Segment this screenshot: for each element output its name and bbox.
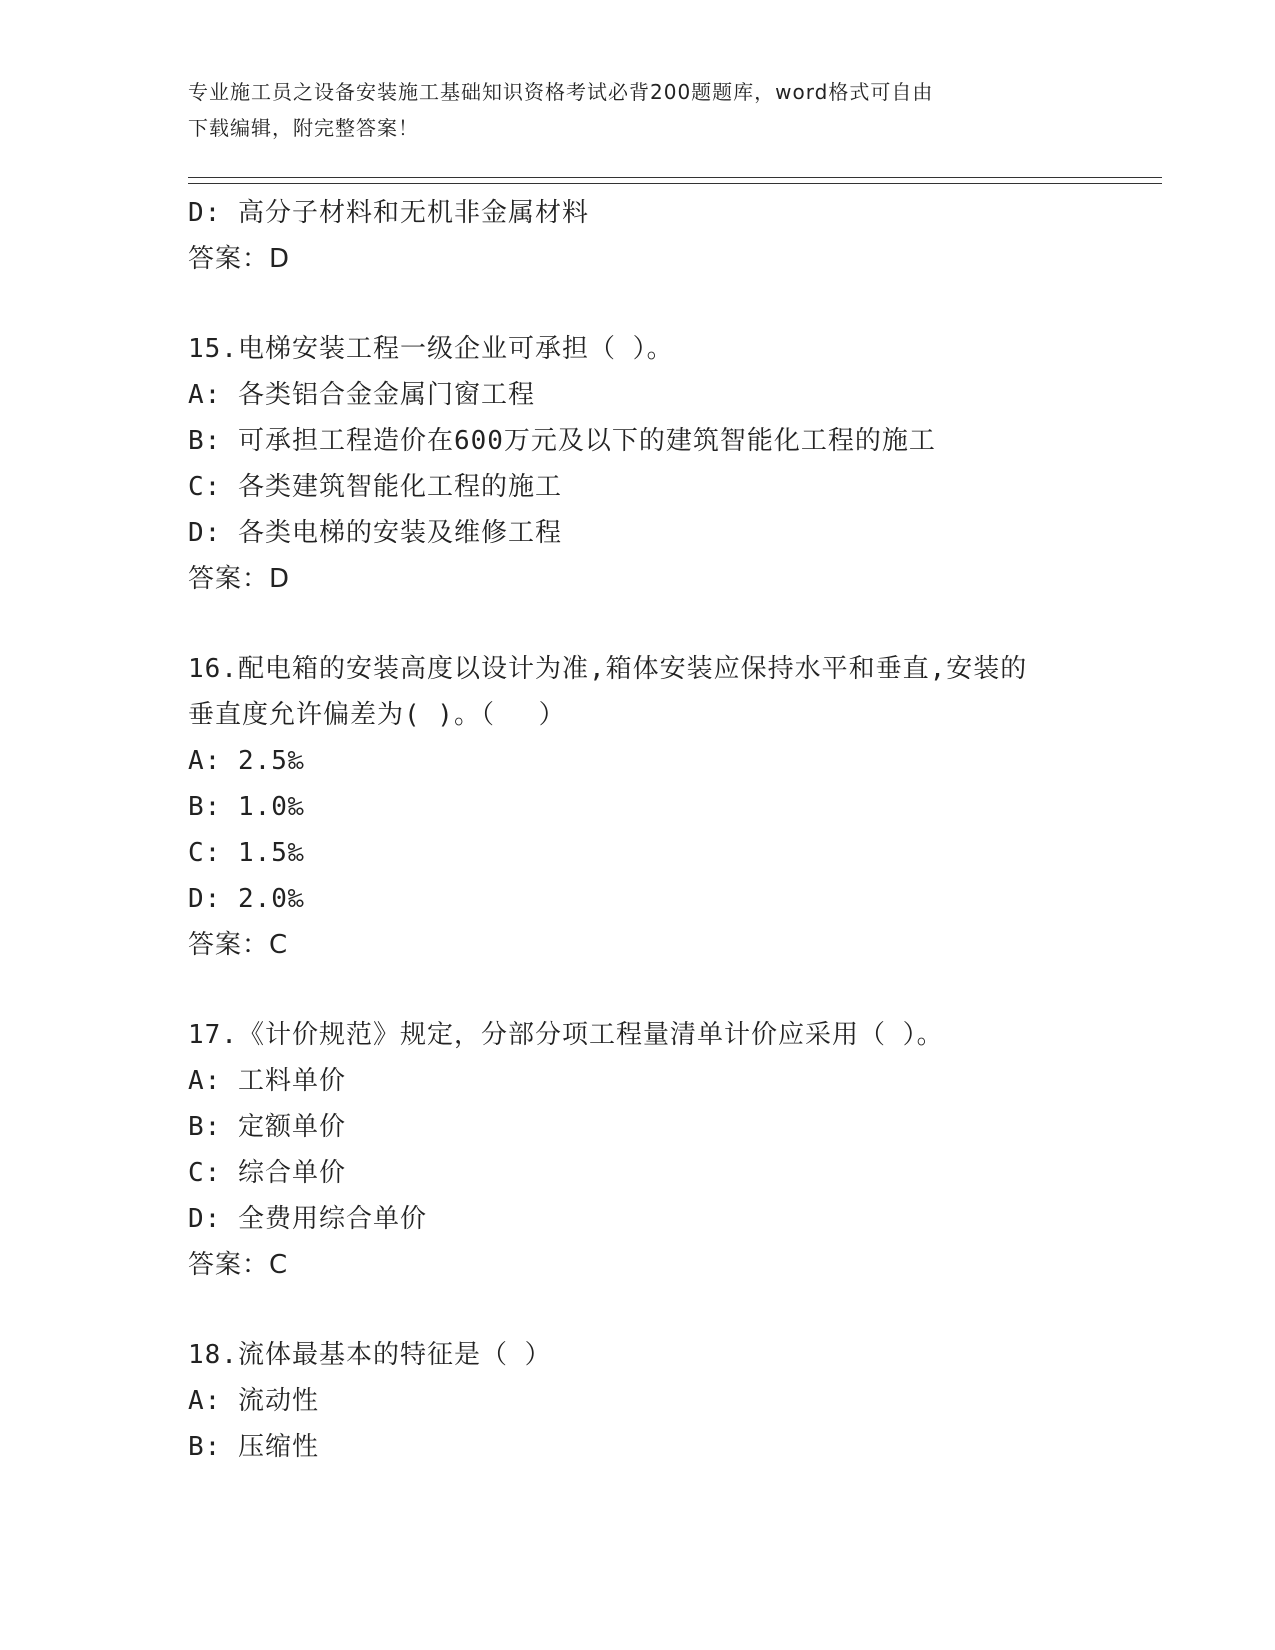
header-divider-bottom	[188, 183, 1162, 184]
option-b: B: 1.0‰	[188, 792, 305, 822]
option-a: A: 流动性	[188, 1386, 319, 1416]
option-c: C: 1.5‰	[188, 838, 305, 868]
question-stem: 15.电梯安装工程一级企业可承担（ ）。	[188, 334, 674, 364]
header-line-1: 专业施工员之设备安装施工基础知识资格考试必背200题题库，word格式可自由	[188, 80, 934, 104]
option-a: A: 各类铝合金金属门窗工程	[188, 380, 535, 410]
option-a: A: 工料单价	[188, 1066, 346, 1096]
question-stem: 17.《计价规范》规定，分部分项工程量清单计价应采用（ ）。	[188, 1020, 944, 1050]
answer: 答案：D	[188, 244, 291, 274]
option-b: B: 压缩性	[188, 1432, 319, 1462]
option-d: D: 高分子材料和无机非金属材料	[188, 198, 589, 228]
header-divider-top	[188, 177, 1162, 178]
question-stem: 18.流体最基本的特征是（ ）	[188, 1340, 552, 1370]
question-18	[188, 1332, 1148, 1470]
answer: 答案：C	[188, 1250, 289, 1280]
option-b: B: 可承担工程造价在600万元及以下的建筑智能化工程的施工	[188, 426, 936, 456]
option-d: D: 全费用综合单价	[188, 1204, 427, 1234]
header-line-2: 下载编辑，附完整答案！	[188, 116, 419, 140]
question-17	[188, 1012, 1148, 1288]
option-a: A: 2.5‰	[188, 746, 305, 776]
question-14-tail	[188, 190, 1148, 282]
option-d: D: 2.0‰	[188, 884, 305, 914]
option-c: C: 各类建筑智能化工程的施工	[188, 472, 562, 502]
option-d: D: 各类电梯的安装及维修工程	[188, 518, 562, 548]
question-16	[188, 646, 1148, 968]
option-b: B: 定额单价	[188, 1112, 346, 1142]
question-stem-line-1: 16.配电箱的安装高度以设计为准,箱体安装应保持水平和垂直,安装的	[188, 654, 1028, 684]
answer: 答案：D	[188, 564, 291, 594]
question-list	[188, 190, 1148, 1470]
question-15	[188, 326, 1148, 602]
answer: 答案：C	[188, 930, 289, 960]
option-c: C: 综合单价	[188, 1158, 346, 1188]
question-stem-line-2: 垂直度允许偏差为( )。（ ）	[188, 700, 566, 730]
document-header	[188, 74, 1088, 146]
